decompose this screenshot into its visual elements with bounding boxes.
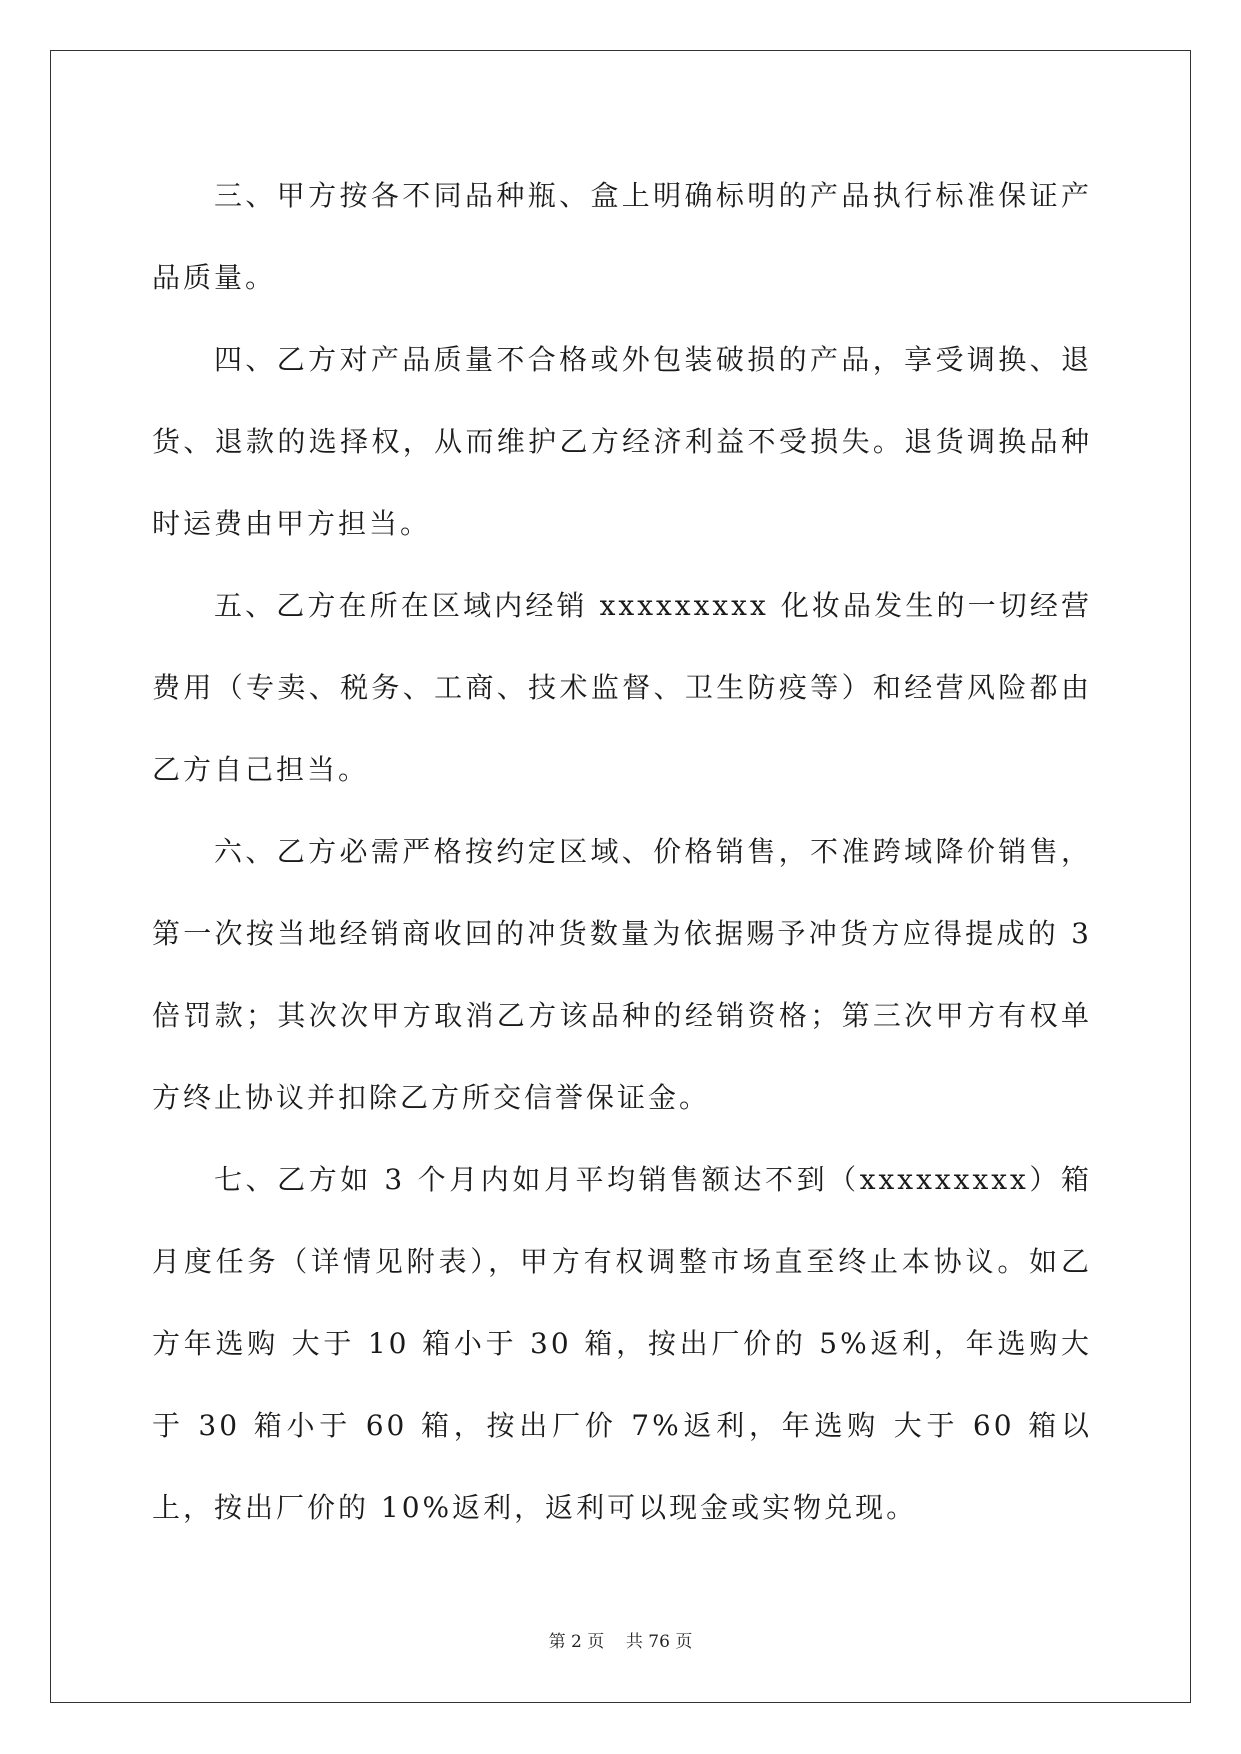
page-footer: [0, 1630, 1241, 1654]
paragraph-6: 六、乙方必需严格按约定区域、价格销售，不准跨域降价销售，第一次按当地经销商收回的冲货数量为依据赐予冲货方应得提成的 3 倍罚款；其次次甲方取消乙方该品种的经销资格；第三次甲方有权单方终止协议并扣除乙方所交信誉保证金。: [152, 835, 1092, 1114]
paragraph-4: 四、乙方对产品质量不合格或外包装破损的产品，享受调换、退货、退款的选择权，从而维护乙方经济利益不受损失。退货调换品种时运费由甲方担当。: [152, 343, 1092, 540]
document-body: [152, 155, 1092, 1549]
paragraph-7: 七、乙方如 3 个月内如月平均销售额达不到（xxxxxxxxx）箱月度任务（详情见附表），甲方有权调整市场直至终止本协议。如乙方年选购 大于 10 箱小于 30 箱，按出厂价的 5%返利，年选购大于 30 箱小于 60 箱，按出厂价 7%返利，年选购 大于 60 箱以上，按出厂价的 10%返利，返利可以现金或实物兑现。: [152, 1163, 1092, 1524]
paragraph-3: 三、甲方按各不同品种瓶、盒上明确标明的产品执行标准保证产品质量。: [152, 179, 1092, 294]
page-total: 共 76 页: [625, 1632, 693, 1652]
paragraph-5: 五、乙方在所在区域内经销 xxxxxxxxx 化妆品发生的一切经营费用（专卖、税务、工商、技术监督、卫生防疫等）和经营风险都由乙方自己担当。: [152, 589, 1092, 786]
page-number: 第 2 页: [548, 1632, 605, 1652]
